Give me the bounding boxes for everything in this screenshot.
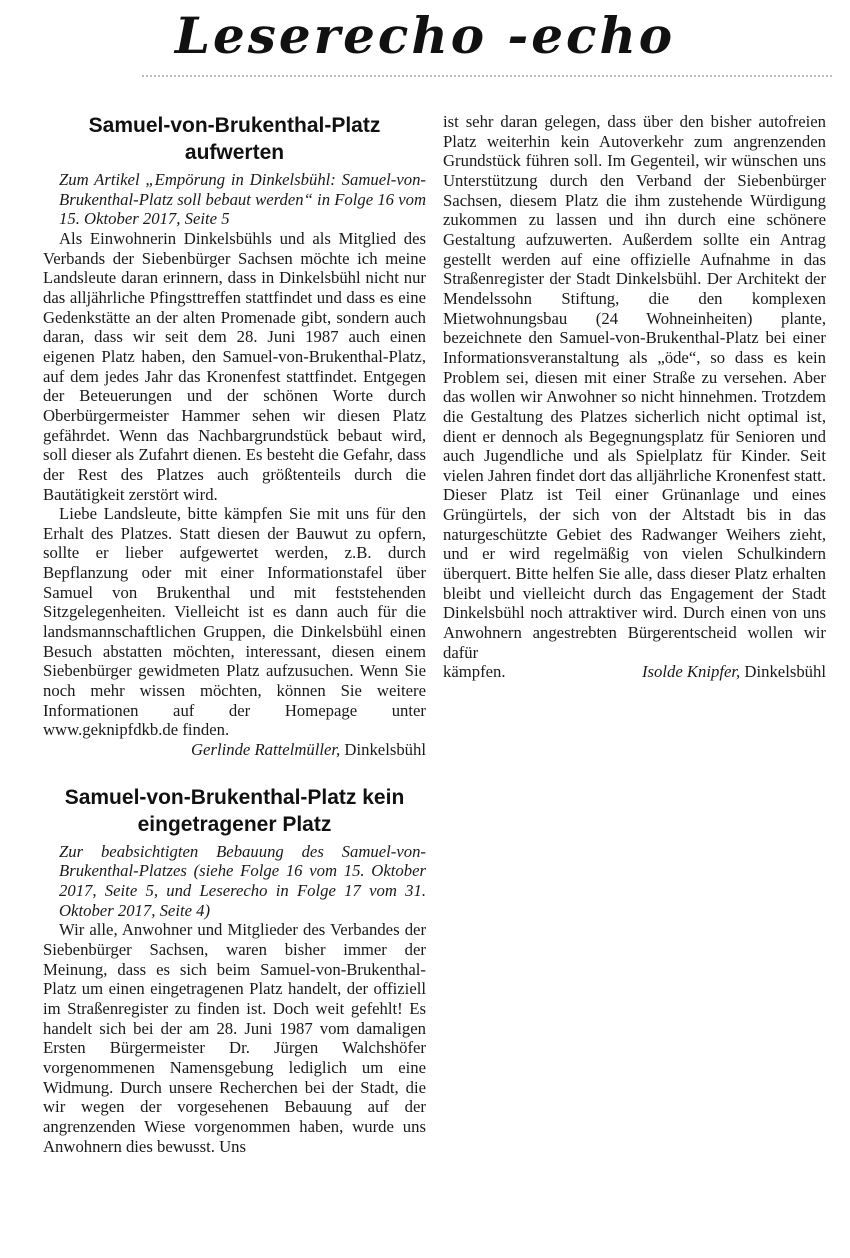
article-2-headline: Samuel-von-Brukenthal-Platz kein eingetragener Platz	[64, 785, 405, 836]
article-2-signature	[642, 662, 826, 682]
article-2-closing-line	[443, 662, 826, 682]
article-2-paragraph-right: ist sehr daran gelegen, dass über den bisher autofreien Platz weiterhin kein Autoverkehr zum angrenzenden Grundstück führen soll. Im Gegenteil, wir wünschen uns Unterstützung durch den Verband der Siebenbürger Sachsen, diesem Platz die ihm zustehende Würdigung zukommen zu lassen und ihn durch eine schönere Gestaltung aufzuwerten. Außerdem sollte ein Antrag gestellt werden auf eine offizielle Aufnahme in das Straßenregister der Stadt Dinkelsbühl. Der Architekt der Mendelssohn Stiftung, die den komplexen Mietwohnungsbau (24 Wohneinheiten) plante, bezeichnete den Samuel-von-Brukenthal-Platz bei einer Informationsveranstaltung als „öde“, so dass es kein Problem sei, diesen mit einer Straße zu versehen. Aber das wollen wir Anwohner so nicht hinnehmen. Trotzdem die Gestaltung des Platzes sicherlich nicht optimal ist, dient er dennoch als Begegnungsplatz für Senioren und auch Jugendliche und als Spielplatz für Kinder. Seit vielen Jahren findet dort das alljährliche Kronenfest statt. Dieser Platz ist Teil einer Grünanlage und eines Grüngürtels, der sich von der Altstadt bis in das naturgeschützte Gebiet des Radwanger Weihers zieht, und er wird regelmäßig von vielen Schulkindern überquert. Bitte helfen Sie alle, dass dieser Platz erhalten bleibt und vielleicht durch das Engagement der Stadt Dinkelsbühl noch attraktiver wird. Durch einen von uns Anwohnern angestrebten Bürgerentscheid wollen wir dafür	[443, 112, 826, 662]
article-2-last-word: kämpfen.	[443, 662, 506, 682]
left-column	[43, 112, 426, 1156]
article-1-author: Gerlinde Rattelmüller,	[191, 740, 341, 760]
section-title: Leserecho -echo	[174, 6, 676, 65]
article-2-author: Isolde Knipfer,	[641, 662, 741, 682]
letter-article-1	[43, 112, 426, 760]
article-1-place: Dinkelsbühl	[344, 740, 426, 760]
article-2-place: Dinkelsbühl	[744, 662, 826, 682]
article-1-paragraph-2: Liebe Landsleute, bitte kämpfen Sie mit uns für den Erhalt des Platzes. Statt diesen der Bauwut zu opfern, sollte er lieber aufgewertet werden, z.B. durch Bepflanzung oder mit einer Informationstafel über Samuel von Brukenthal und mit feststehenden Sitzgelegenheiten. Vielleicht ist es dann auch für die landsmannschaftlichen Gruppen, die Dinkelsbühl einen Besuch abstatten möchten, interessant, diesen einem Siebenbürger gewidmeten Platz aufzusuchen. Wenn Sie noch mehr wissen möchten, können Sie weitere Informationen auf der Homepage unter www.geknipfdkb.de finden.	[43, 504, 426, 740]
letter-article-2	[43, 784, 426, 1157]
article-1-headline: Samuel-von-Brukenthal-Platz aufwerten	[88, 114, 381, 164]
right-column	[443, 112, 826, 682]
article-1-reference: Zum Artikel „Empörung in Dinkelsbühl: Samuel-von-Brukenthal-Platz soll bebaut werden“ in Folge 16 vom 15. Oktober 2017, Seite 5	[59, 170, 426, 229]
article-1-signature	[43, 740, 426, 760]
article-2-paragraph-left: Wir alle, Anwohner und Mitglieder des Verbandes der Siebenbürger Sachsen, waren bisher immer der Meinung, dass es sich beim Samuel-von-Brukenthal-Platz um einen eingetragenen Platz handelt, der offiziell im Straßenregister zu finden ist. Doch weit gefehlt! Es handelt sich bei der am 28. Juni 1987 vom damaligen Ersten Bürgermeister Dr. Jürgen Walchshöfer vorgenommenen Namensgebung lediglich um eine Widmung. Durch unsere Recherchen bei der Stadt, die wir wegen der vorgesehenen Bebauung auf der angrenzenden Wiese vorgenommen haben, wurde uns Anwohnern dies bewusst. Uns	[43, 920, 426, 1156]
masthead-divider	[142, 75, 832, 77]
article-1-paragraph-1: Als Einwohnerin Dinkelsbühls und als Mitglied des Verbands der Siebenbürger Sachsen möchte ich meine Landsleute daran erinnern, dass in Dinkelsbühl nicht nur das alljährliche Pfingsttreffen stattfindet und dass es eine Gedenkstätte an der alten Promenade gibt, sondern auch daran, dass wir seit dem 28. Juni 1987 auch einen eigenen Platz haben, den Samuel-von-Brukenthal-Platz, auf dem jedes Jahr das Kronenfest stattfindet. Entgegen der Beteuerungen und der schönen Worte durch Oberbürgermeister Hammer sehen wir diesen Platz gefährdet. Wenn das Nachbargrundstück bebaut wird, soll dieser als Zufahrt dienen. Es besteht die Gefahr, dass der Rest des Platzes auch größtenteils durch die Bautätigkeit zerstört wird.	[43, 228, 426, 504]
masthead	[0, 0, 850, 72]
article-2-reference: Zur beabsichtigten Bebauung des Samuel-von-Brukenthal-Platzes (siehe Folge 16 vom 15. Oktober 2017, Seite 5, und Leserecho in Folge 17 vom 31. Oktober 2017, Seite 4)	[59, 841, 426, 920]
